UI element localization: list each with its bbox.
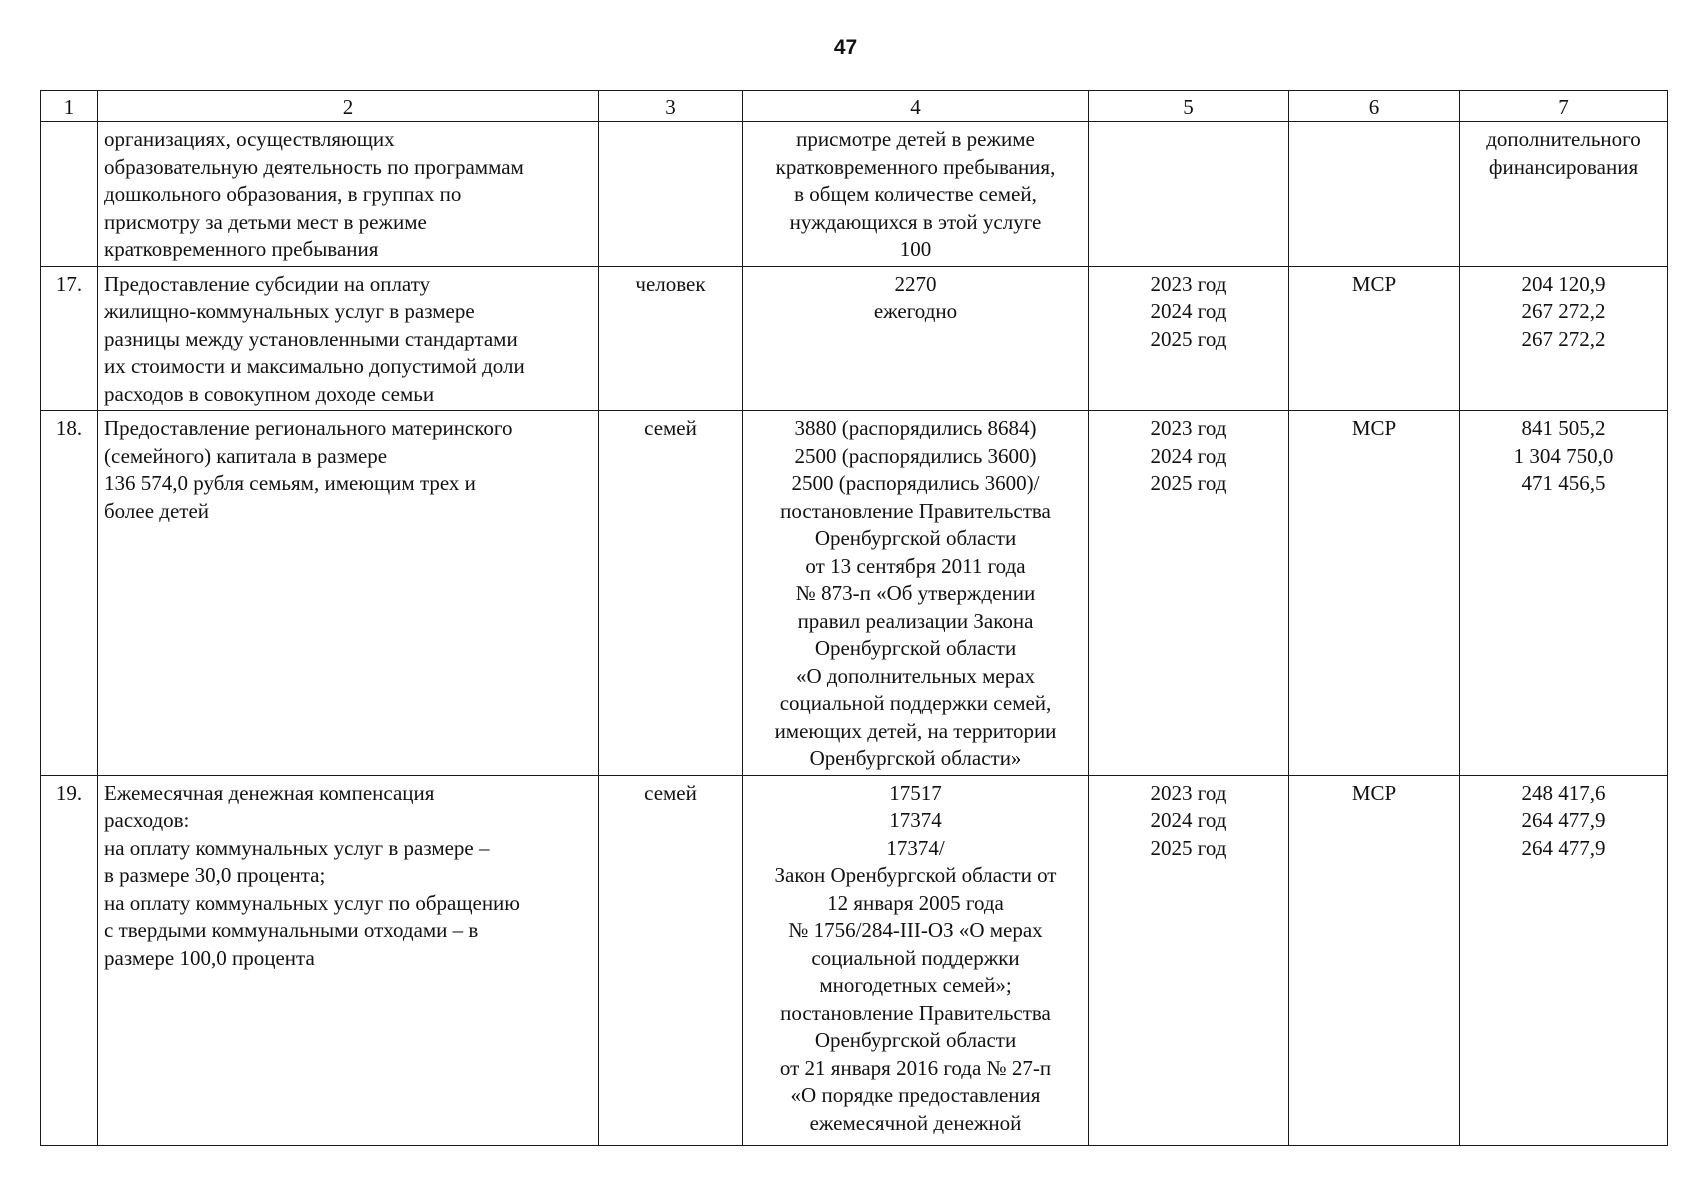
cell-line: Оренбургской области» bbox=[809, 746, 1022, 770]
cell-line: жилищно-коммунальных услуг в размере bbox=[104, 299, 475, 323]
cell-line: правил реализации Закона bbox=[797, 608, 1034, 633]
executor bbox=[1289, 266, 1460, 411]
cell-line: расходов: bbox=[104, 808, 190, 832]
cell-line: финансирования bbox=[1488, 154, 1639, 179]
page-number: 47 bbox=[833, 36, 858, 59]
funding-amount bbox=[1460, 266, 1668, 411]
header-cell: 7 bbox=[1460, 91, 1668, 122]
cell-line: человек bbox=[635, 271, 706, 296]
cell-line: 2025 год bbox=[1150, 326, 1227, 351]
cell-line: присмотре детей в режиме bbox=[796, 127, 1035, 151]
measures-table bbox=[40, 90, 1668, 1146]
cell-line: постановление Правительства bbox=[780, 1000, 1051, 1025]
cell-line: кратковременного пребывания bbox=[104, 237, 379, 261]
cell-line: 2500 (распорядились 3600) bbox=[794, 443, 1037, 468]
cell-line: семей bbox=[644, 780, 697, 805]
cell-line: 2023 год bbox=[1150, 416, 1227, 440]
implementation-period bbox=[1089, 411, 1289, 776]
unit-of-measure bbox=[599, 266, 743, 411]
header-cell: 3 bbox=[599, 91, 743, 122]
cell-line: семей bbox=[644, 416, 697, 440]
cell-line: социальной поддержки семей, bbox=[779, 691, 1052, 715]
cell-line: присмотру за детьми мест в режиме bbox=[104, 209, 427, 234]
implementation-period bbox=[1089, 775, 1289, 1145]
cell-line: организациях, осуществляющих bbox=[104, 127, 395, 151]
cell-line: ежегодно bbox=[873, 299, 958, 323]
cell-line: 2023 год bbox=[1150, 271, 1227, 296]
funding-amount bbox=[1460, 122, 1668, 267]
cell-line: Оренбургской области bbox=[814, 526, 1017, 550]
row-number bbox=[41, 122, 98, 267]
indicator-value bbox=[743, 411, 1089, 776]
funding-amount bbox=[1460, 411, 1668, 776]
cell-line: 204 120,9 bbox=[1521, 271, 1606, 296]
row-number: 18. bbox=[41, 411, 98, 776]
header-cell: 2 bbox=[98, 91, 599, 122]
unit-of-measure bbox=[599, 775, 743, 1145]
measure-name bbox=[98, 122, 599, 267]
executor bbox=[1289, 122, 1460, 267]
cell-line: 841 505,2 bbox=[1521, 416, 1606, 440]
header-row bbox=[41, 91, 1668, 122]
cell-line: дополнительного bbox=[1486, 127, 1641, 151]
table-row bbox=[41, 411, 1668, 776]
table-row bbox=[41, 266, 1668, 411]
cell-line: 12 января 2005 года bbox=[827, 890, 1004, 915]
unit-of-measure bbox=[599, 122, 743, 267]
cell-line: (семейного) капитала в размере bbox=[104, 443, 388, 468]
cell-line: 17517 bbox=[889, 780, 942, 805]
cell-line: 248 417,6 bbox=[1521, 780, 1606, 805]
cell-line: на оплату коммунальных услуг в размере – bbox=[104, 835, 490, 860]
cell-line: ежемесячной денежной bbox=[809, 1110, 1022, 1135]
header-cell: 4 bbox=[743, 91, 1089, 122]
cell-line: Оренбургской области bbox=[814, 636, 1017, 660]
measure-name bbox=[98, 411, 599, 776]
cell-line: № 873-п «Об утверждении bbox=[795, 581, 1036, 605]
cell-line: 17374/ bbox=[886, 835, 945, 860]
implementation-period bbox=[1089, 122, 1289, 267]
header-cell: 1 bbox=[41, 91, 98, 122]
cell-line: от 21 января 2016 года № 27-п bbox=[779, 1055, 1052, 1080]
cell-line: 2025 год bbox=[1150, 471, 1227, 495]
header-cell: 6 bbox=[1289, 91, 1460, 122]
table-row bbox=[41, 775, 1668, 1145]
cell-line: «О порядке предоставления bbox=[790, 1083, 1041, 1107]
cell-line: 2024 год bbox=[1150, 299, 1227, 323]
cell-line: на оплату коммунальных услуг по обращению bbox=[104, 890, 520, 915]
cell-line: МСР bbox=[1351, 271, 1397, 296]
cell-line: размере 100,0 процента bbox=[104, 945, 315, 970]
cell-line: разницы между установленными стандартами bbox=[104, 326, 518, 351]
cell-line: № 1756/284-III-ОЗ «О мерах bbox=[788, 918, 1043, 942]
cell-line: более детей bbox=[104, 498, 210, 523]
cell-line: кратковременного пребывания, bbox=[775, 154, 1056, 179]
cell-line: 2270 bbox=[894, 271, 937, 296]
cell-line: с твердыми коммунальными отходами – в bbox=[104, 918, 479, 942]
table-row bbox=[41, 122, 1668, 267]
cell-line: МСР bbox=[1351, 780, 1397, 805]
cell-line: имеющих детей, на территории bbox=[774, 718, 1057, 743]
funding-amount bbox=[1460, 775, 1668, 1145]
cell-line: 3880 (распорядились 8684) bbox=[794, 416, 1037, 440]
implementation-period bbox=[1089, 266, 1289, 411]
cell-line: Закон Оренбургской области от bbox=[774, 863, 1057, 887]
cell-line: 1 304 750,0 bbox=[1513, 443, 1614, 468]
cell-line: образовательную деятельность по программам bbox=[104, 154, 524, 179]
cell-line: 2024 год bbox=[1150, 808, 1227, 832]
cell-line: 267 272,2 bbox=[1521, 326, 1606, 351]
cell-line: от 13 сентября 2011 года bbox=[805, 553, 1026, 578]
cell-line: социальной поддержки bbox=[811, 945, 1020, 970]
cell-line: 136 574,0 рубля семьям, имеющим трех и bbox=[104, 471, 476, 495]
measure-name bbox=[98, 775, 599, 1145]
row-number: 19. bbox=[41, 775, 98, 1145]
cell-line: 264 477,9 bbox=[1521, 835, 1606, 860]
cell-line: многодетных семей»; bbox=[819, 973, 1012, 997]
cell-line: 100 bbox=[899, 237, 932, 261]
cell-line: МСР bbox=[1351, 416, 1397, 440]
cell-line: в общем количестве семей, bbox=[794, 182, 1037, 206]
executor bbox=[1289, 775, 1460, 1145]
cell-line: 264 477,9 bbox=[1521, 808, 1606, 832]
indicator-value bbox=[743, 122, 1089, 267]
executor bbox=[1289, 411, 1460, 776]
cell-line: Оренбургской области bbox=[814, 1028, 1017, 1052]
cell-line: 2023 год bbox=[1150, 780, 1227, 805]
indicator-value bbox=[743, 775, 1089, 1145]
cell-line: 2024 год bbox=[1150, 443, 1227, 468]
cell-line: Предоставление регионального материнского bbox=[104, 416, 513, 440]
cell-line: «О дополнительных мерах bbox=[795, 663, 1036, 688]
cell-line: 2500 (распорядились 3600)/ bbox=[791, 471, 1040, 495]
cell-line: Ежемесячная денежная компенсация bbox=[104, 780, 435, 805]
cell-line: 17374 bbox=[889, 808, 942, 832]
cell-line: в размере 30,0 процента; bbox=[104, 863, 326, 887]
cell-line: 2025 год bbox=[1150, 835, 1227, 860]
cell-line: их стоимости и максимально допустимой доли bbox=[104, 354, 525, 378]
cell-line: Предоставление субсидии на оплату bbox=[104, 271, 431, 296]
indicator-value bbox=[743, 266, 1089, 411]
header-cell: 5 bbox=[1089, 91, 1289, 122]
cell-line: 471 456,5 bbox=[1521, 471, 1606, 495]
cell-line: дошкольного образования, в группах по bbox=[104, 182, 462, 206]
cell-line: постановление Правительства bbox=[780, 498, 1051, 523]
cell-line: нуждающихся в этой услуге bbox=[789, 209, 1042, 234]
cell-line: расходов в совокупном доходе семьи bbox=[104, 381, 435, 406]
measure-name bbox=[98, 266, 599, 411]
cell-line: 267 272,2 bbox=[1521, 299, 1606, 323]
unit-of-measure bbox=[599, 411, 743, 776]
row-number: 17. bbox=[41, 266, 98, 411]
